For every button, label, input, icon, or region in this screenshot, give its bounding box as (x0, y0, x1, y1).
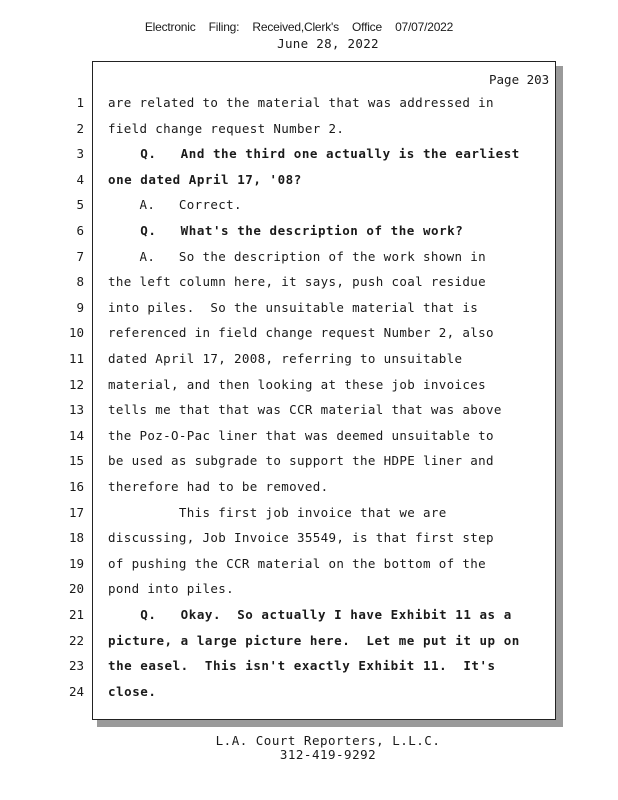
line-number: 6 (76, 223, 84, 238)
line-number: 20 (68, 581, 84, 596)
line-number: 23 (68, 658, 84, 673)
line-number: 5 (76, 197, 84, 212)
line-number: 15 (68, 453, 84, 468)
line-number: 12 (68, 377, 84, 392)
filing-header: Electronic Filing: Received,Clerk's Office 07/07/2022 (144, 20, 454, 34)
line-number: 19 (68, 556, 84, 571)
transcript-line: dated April 17, 2008, referring to unsuitable (108, 351, 463, 366)
line-number: 1 (76, 95, 84, 110)
reporter-phone: 312-419-9292 (279, 747, 377, 762)
line-number: 24 (68, 684, 84, 699)
line-number: 22 (68, 633, 84, 648)
line-number: 8 (76, 274, 84, 289)
transcript-line: pond into piles. (108, 581, 235, 596)
transcript-line: This first job invoice that we are (108, 505, 447, 520)
transcript-line: picture, a large picture here. Let me put it up on (108, 633, 520, 648)
transcript-line: A. So the description of the work shown in (108, 249, 487, 264)
line-number: 11 (68, 351, 84, 366)
transcript-line: one dated April 17, '08? (108, 172, 302, 187)
line-number: 7 (76, 249, 84, 264)
line-number: 14 (68, 428, 84, 443)
deposition-date: June 28, 2022 (277, 36, 379, 51)
transcript-line: therefore had to be removed. (108, 479, 329, 494)
line-number: 2 (76, 121, 84, 136)
line-number: 18 (68, 530, 84, 545)
transcript-line: Q. And the third one actually is the earliest (108, 146, 520, 161)
transcript-line: the easel. This isn't exactly Exhibit 11. It's (108, 658, 496, 673)
line-number: 10 (68, 325, 84, 340)
transcript-line: discussing, Job Invoice 35549, is that first step (108, 530, 494, 545)
transcript-line: material, and then looking at these job invoices (108, 377, 487, 392)
line-number: 9 (76, 300, 84, 315)
transcript-line: the Poz-O-Pac liner that was deemed unsuitable to (108, 428, 494, 443)
line-number: 17 (68, 505, 84, 520)
transcript-line: Q. Okay. So actually I have Exhibit 11 as a (108, 607, 512, 622)
line-number: 4 (76, 172, 84, 187)
transcript-line: referenced in field change request Number 2, also (108, 325, 494, 340)
transcript-line: close. (108, 684, 157, 699)
transcript-line: tells me that that was CCR material that was above (108, 402, 502, 417)
page-number: Page 203 (489, 72, 550, 87)
line-number: 16 (68, 479, 84, 494)
transcript-line: are related to the material that was addressed in (108, 95, 494, 110)
reporter-name: L.A. Court Reporters, L.L.C. (215, 733, 441, 748)
transcript-line: of pushing the CCR material on the bottom of the (108, 556, 487, 571)
transcript-line: be used as subgrade to support the HDPE liner and (108, 453, 494, 468)
line-number: 13 (68, 402, 84, 417)
transcript-line: field change request Number 2. (108, 121, 345, 136)
transcript-line: the left column here, it says, push coal residue (108, 274, 487, 289)
transcript-line: into piles. So the unsuitable material that is (108, 300, 479, 315)
line-number: 3 (76, 146, 84, 161)
transcript-line: A. Correct. (108, 197, 242, 212)
transcript-line: Q. What's the description of the work? (108, 223, 464, 238)
line-number: 21 (68, 607, 84, 622)
